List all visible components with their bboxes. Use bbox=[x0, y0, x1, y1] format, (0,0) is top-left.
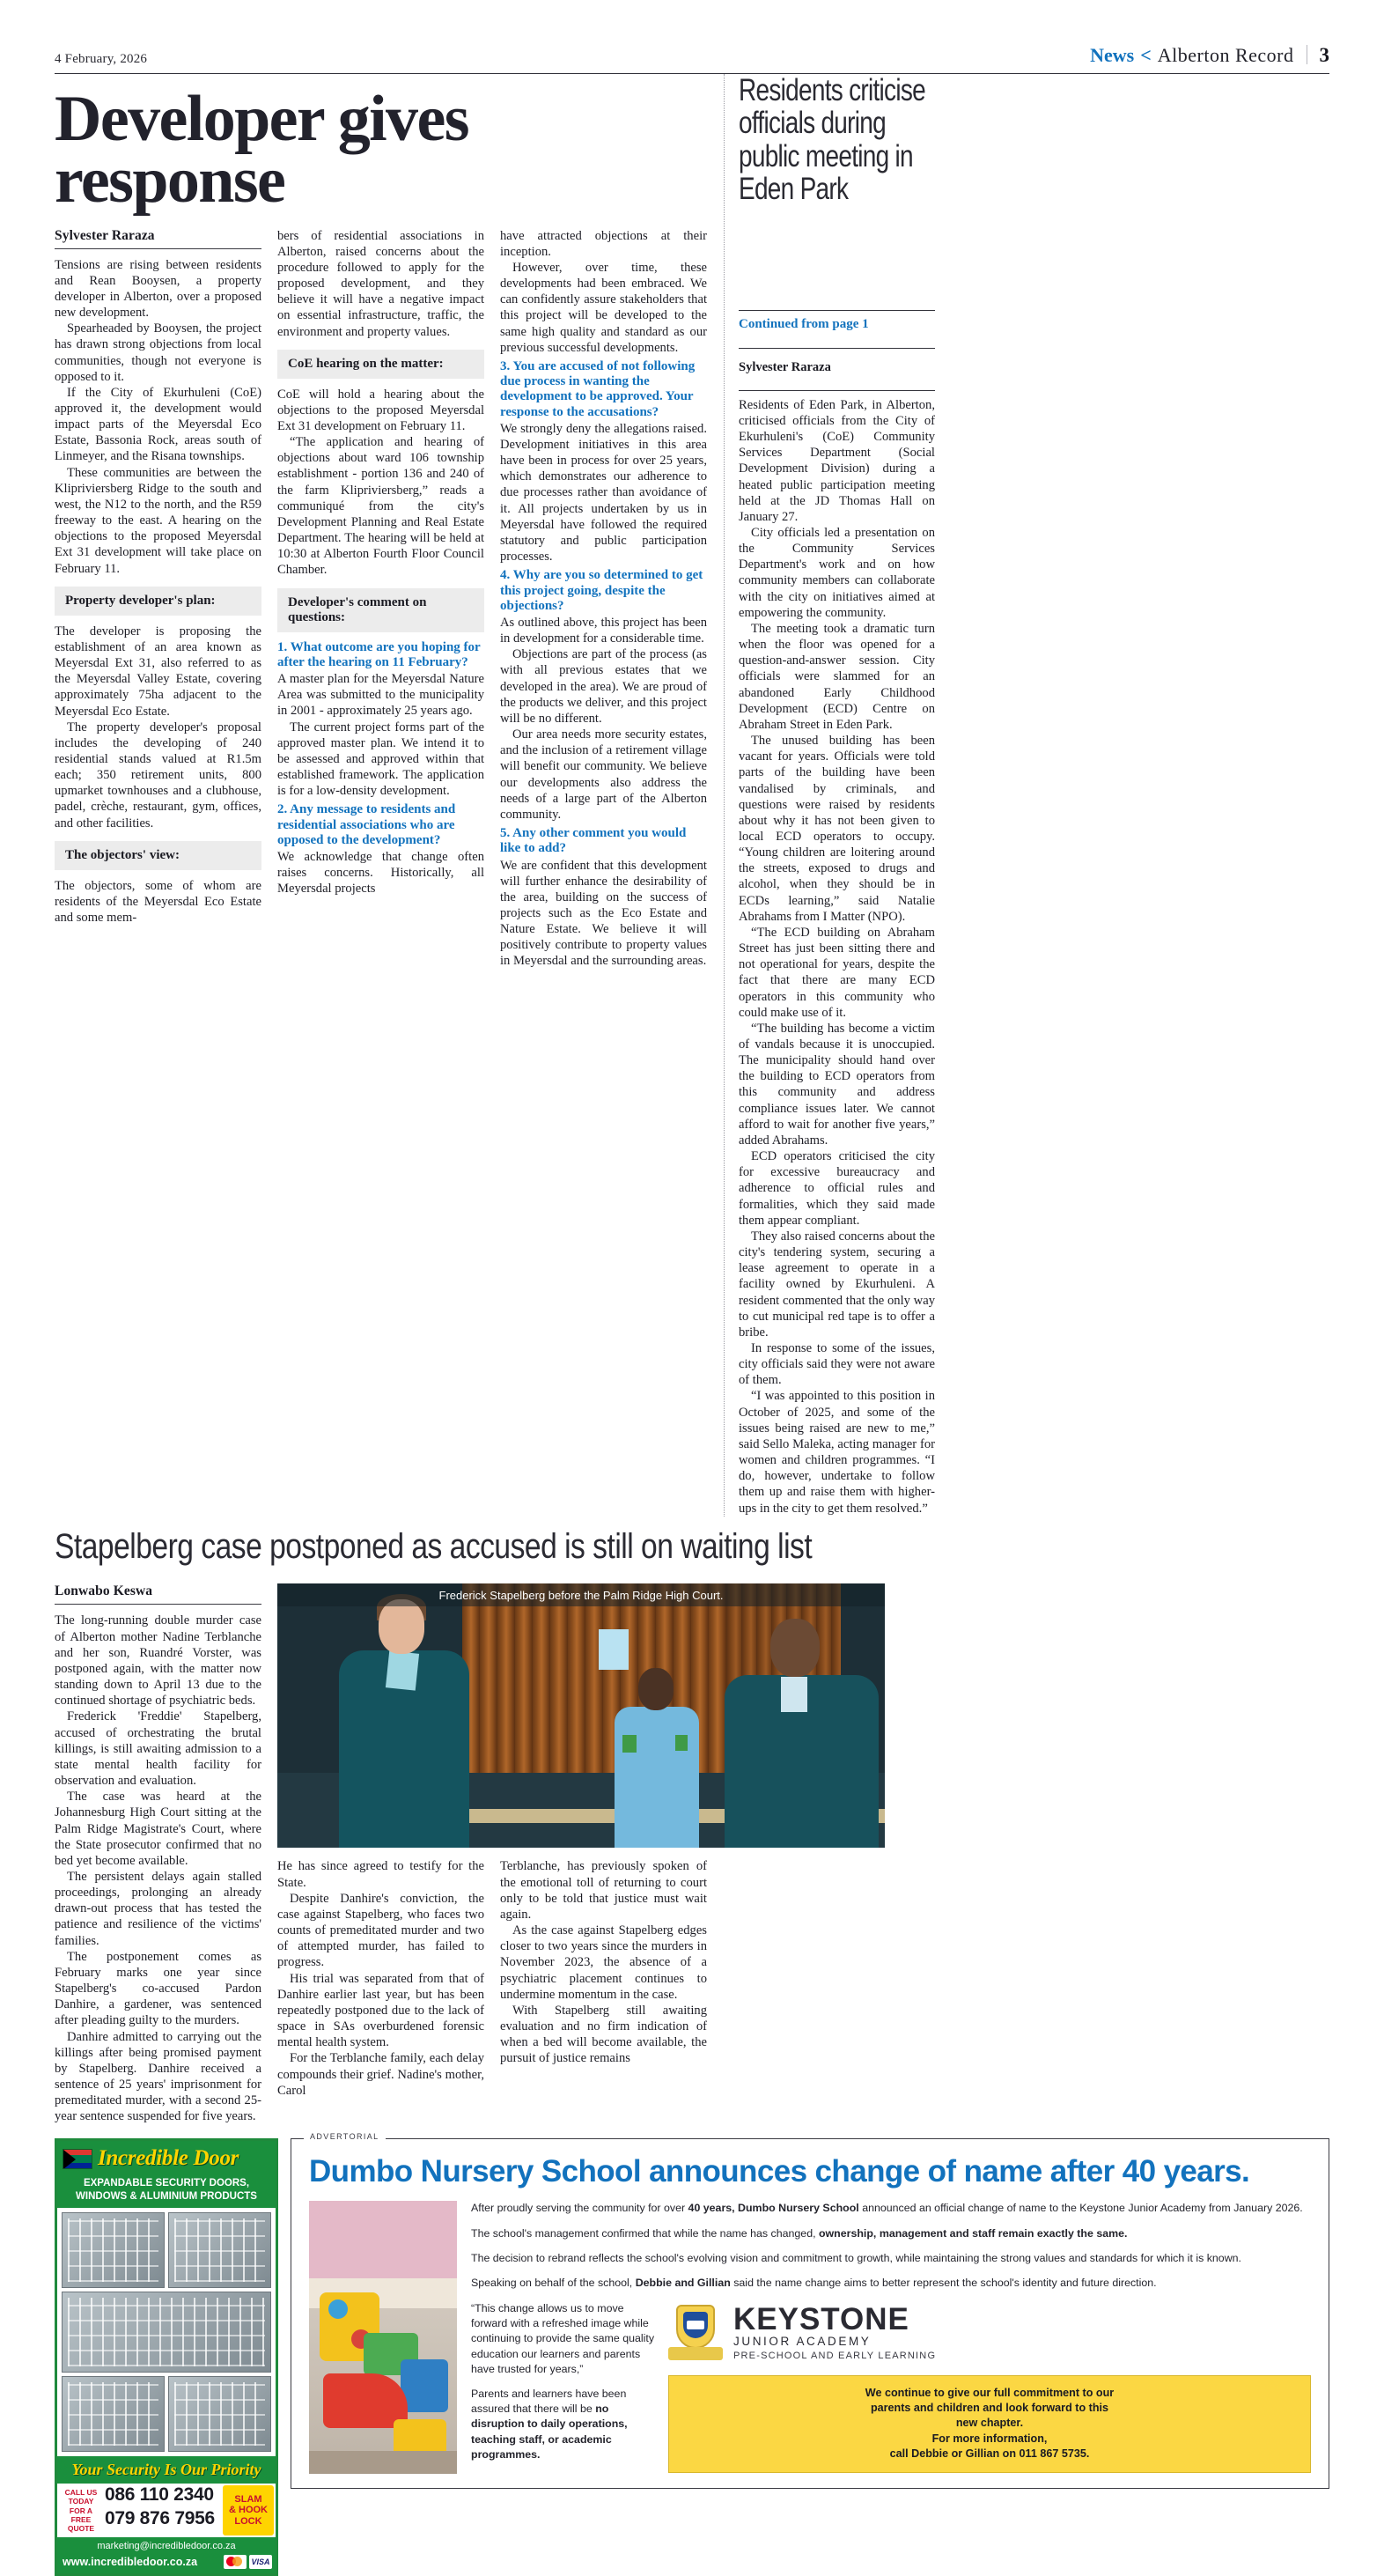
paragraph: If the City of Ekurhuleni (CoE) approved it, the development would impact parts of the Meyersdal Eco Estate, Bassonia Rock, areas south of Linmeyer, and the Risana townships. bbox=[55, 385, 261, 464]
mastercard-icon bbox=[224, 2555, 247, 2569]
paragraph: In response to some of the issues, city officials said they were not aware of them. bbox=[739, 1340, 935, 1388]
main-headline: Developer gives response bbox=[55, 83, 468, 218]
paragraph: We are confident that this development will further enhance the desirability of the area, building on the success of projects such as the Eco Estate and Nature Estate. We believe it will positively contribute to property values in Meyersdal and the surrounding areas. bbox=[500, 858, 707, 969]
sidebar-rule-bot bbox=[739, 390, 935, 391]
paragraph: Our area needs more security estates, and the inclusion of a retirement village will benefit our community. We believe our developments also address the needs of a large part of the Alberton community. bbox=[500, 727, 707, 822]
sidebar-rule-mid bbox=[739, 348, 935, 349]
advertorial-photo-wrap bbox=[309, 2201, 457, 2474]
cta-line-2: TODAY bbox=[68, 2497, 94, 2506]
adv-p4-b: Debbie and Gillian bbox=[635, 2277, 731, 2290]
stapelberg-article bbox=[55, 1526, 977, 2125]
cta-line-1: CALL US bbox=[64, 2488, 98, 2498]
door-contact-row bbox=[57, 2484, 276, 2537]
stapelberg-body bbox=[55, 1583, 977, 2124]
question-heading-1: 1. What outcome are you hoping for after the hearing on 11 February? bbox=[277, 639, 481, 669]
door-subtitle-line1: EXPANDABLE SECURITY DOORS, bbox=[83, 2178, 250, 2189]
sidebar-headline: Residents criticise officials during public meeting in Eden Park bbox=[739, 73, 925, 207]
yellow-line-2: parents and children and look forward to this bbox=[870, 2402, 1109, 2415]
question-heading-2: 2. Any message to residents and residential associations who are opposed to the development? bbox=[277, 802, 456, 847]
keystone-logo-row bbox=[668, 2301, 1311, 2365]
payment-icons bbox=[224, 2555, 272, 2569]
door-product-photo-2 bbox=[168, 2212, 271, 2288]
page-number: 3 bbox=[1319, 44, 1329, 66]
paragraph: A master plan for the Meyersdal Nature Area was submitted to the municipality in 2001 - approximately 25 years ago. bbox=[277, 672, 484, 719]
stapelberg-photo-and-columns bbox=[277, 1583, 885, 2124]
paragraph: As the case against Stapelberg edges closer to two years since the murders in November 2023, the absence of a psychiatric placement continues to undermine momentum in the case. bbox=[500, 1923, 707, 2002]
adv-p1-b: 40 years, Dumbo Nursery School bbox=[688, 2202, 859, 2215]
adv-p2-a: The school's management confirmed that while the name has changed, bbox=[471, 2226, 819, 2240]
advertorial-lower bbox=[471, 2301, 1311, 2473]
main-article-columns bbox=[55, 228, 708, 970]
paragraph: bers of residential associations in Alberton, raised concerns about the procedure followed to apply for the proposed development, and they believe it will have a negative impact on essential infrastructure, traffic, the environment and property values. bbox=[277, 228, 484, 339]
door-phone-2[interactable]: 079 876 7956 bbox=[105, 2508, 215, 2529]
paragraph: The persistent delays again stalled proceedings, prolonging an already drawn-out process that has tested the patience and resilience of the victims' families. bbox=[55, 1869, 261, 1948]
nursery-classroom-photo bbox=[309, 2201, 457, 2474]
stapelberg-byline: Lonwabo Keswa bbox=[55, 1583, 153, 1599]
paragraph: The case was heard at the Johannesburg High Court sitting at the Palm Ridge Magistrate's Court, where the State prosecutor confirmed that no bed yet become available. bbox=[55, 1790, 261, 1868]
door-phone-1[interactable]: 086 110 2340 bbox=[105, 2484, 214, 2506]
photo-person-accused-collar bbox=[386, 1651, 419, 1691]
main-col-3 bbox=[500, 228, 707, 970]
subheading-objectors-view: The objectors' view: bbox=[55, 841, 261, 870]
door-product-photo-3 bbox=[62, 2292, 271, 2373]
top-block bbox=[55, 74, 1329, 1517]
advertorial-quote-1: “This change allows us to move forward with a refreshed image while continuing to provide the same quality education our learners and parents have trusted for years,” bbox=[471, 2301, 655, 2376]
paragraph: “The ECD building on Abraham Street has just been sitting there and not operational for years, despite the fact that there are many ECD operators in this community who could make use of it. bbox=[739, 925, 935, 1020]
advertorial-headline: Dumbo Nursery School announces change of name after 40 years. bbox=[309, 2154, 1250, 2189]
photo-person-right-shirt bbox=[781, 1677, 807, 1712]
bottom-block bbox=[55, 2132, 1329, 2576]
paragraph: have attracted objections at their inception. bbox=[500, 228, 707, 259]
paragraph: Objections are part of the process (as with all previous estates that we developed in the area). We are proud of the products we deliver, and this project will be no different. bbox=[500, 647, 707, 726]
incredible-door-advert[interactable] bbox=[55, 2138, 278, 2576]
door-product-photo-1 bbox=[62, 2212, 165, 2288]
paragraph: “The building has become a victim of vandals because it is unoccupied. The municipality should hand over the building to ECD operators from this community and address compliance issues later. We cannot afford to wait for another five years,” added Abrahams. bbox=[739, 1021, 935, 1148]
advertorial-para-3: The decision to rebrand reflects the school's evolving vision and commitment to growth, while maintaining the strong values and standards for which it is known. bbox=[471, 2252, 1241, 2264]
keystone-name: KEYSTONE bbox=[733, 2301, 909, 2336]
paragraph: City officials led a presentation on the Community Services Department's work and on how community members can collaborate with the city on initiatives aimed at empowering the community. bbox=[739, 526, 935, 620]
advertorial-body bbox=[309, 2201, 1311, 2474]
paragraph: Tensions are rising between residents and Rean Booysen, a property developer in Alberton, over a proposed new development. bbox=[55, 257, 261, 321]
adv-p4-c: said the name change aims to better represent the school's identity and future direction. bbox=[730, 2277, 1157, 2290]
adv-p1-c: announced an official change of name to the Keystone Junior Academy from January 2026. bbox=[858, 2202, 1303, 2215]
door-product-photos bbox=[57, 2208, 276, 2456]
question-heading-3: 3. You are accused of not following due process in wanting the development to be approved. Your response to the accusations? bbox=[500, 358, 696, 419]
continued-from-label: Continued from page 1 bbox=[739, 316, 869, 331]
paragraph: Frederick 'Freddie' Stapelberg, accused of orchestrating the brutal killings, is still awaiting admission to a state mental health facility for observation and evaluation. bbox=[55, 1709, 261, 1789]
publication-name: Alberton Record bbox=[1157, 44, 1294, 66]
paragraph: Spearheaded by Booysen, the project has drawn strong objections from local communities, though not everyone is opposed to it. bbox=[55, 321, 261, 384]
advertorial-tag: ADVERTORIAL bbox=[304, 2132, 386, 2141]
door-ad-header bbox=[57, 2141, 276, 2175]
adv-p1-a: After proudly serving the community for over bbox=[471, 2202, 688, 2215]
door-lock-badge bbox=[223, 2485, 274, 2535]
paragraph: CoE will hold a hearing about the objections to the proposed Meyersdal Ext 31 development on February 11. bbox=[277, 387, 484, 433]
badge-line-2: & HOOK bbox=[229, 2505, 268, 2516]
paragraph: For the Terblanche family, each delay compounds their grief. Nadine's mother, Carol bbox=[277, 2051, 484, 2098]
door-website[interactable]: www.incredibledoor.co.za bbox=[63, 2556, 198, 2569]
advertorial-block bbox=[291, 2132, 1329, 2489]
yellow-line-5[interactable]: call Debbie or Gillian on 011 867 5735. bbox=[889, 2447, 1090, 2461]
paragraph: The developer is proposing the establishment of an area known as Meyersdal Ext 31, also referred to as the Meyersdal Valley Estate, covering approximately 75ha adjacent to the Meyersdal Eco Estate. bbox=[55, 624, 261, 719]
advertorial-para-2 bbox=[471, 2226, 1311, 2241]
paragraph: The objectors, some of whom are residents of the Meyersdal Eco Estate and some mem- bbox=[55, 878, 261, 926]
door-product-photo-4 bbox=[62, 2376, 165, 2452]
paragraph: The current project forms part of the approved master plan. We intend it to be assessed and approved within that established framework. The application is for a low-density development. bbox=[277, 720, 484, 799]
question-heading-5: 5. Any other comment you would like to add? bbox=[500, 826, 687, 856]
door-subtitle bbox=[57, 2175, 276, 2208]
sidebar-byline: Sylvester Raraza bbox=[739, 359, 831, 374]
paragraph: They also raised concerns about the city's tendering system, securing a lease agreement to operate in a facility owned by Ekurhuleni. A resident commented that the only way to cut municipal red tape is to offer a bribe. bbox=[739, 1229, 935, 1340]
yellow-line-1: We continue to give our full commitment to our bbox=[865, 2386, 1115, 2399]
masthead-section-line bbox=[1090, 42, 1329, 67]
adv-q2-b: no disruption to daily operations, teaching staff, or academic programmes. bbox=[471, 2402, 628, 2461]
advertorial-quote-col bbox=[471, 2301, 656, 2473]
caret-icon: < bbox=[1140, 44, 1152, 66]
badge-line-3: LOCK bbox=[234, 2516, 262, 2528]
paragraph: “The application and hearing of objections about ward 106 township establishment - portion 136 and 240 of the farm Klipriviersberg,” reads a communiqué from the city's Development Planning and Real Estate Department. The hearing will be held at 10:30 at Alberton Fourth Floor Council Chamber. bbox=[277, 435, 484, 578]
door-web-row bbox=[57, 2555, 276, 2573]
paragraph: He has since agreed to testify for the State. bbox=[277, 1859, 484, 1890]
paragraph: The postponement comes as February marks one year since Stapelberg's co-accused Pardon Danhire, a gardener, was sentenced after pleading guilty to the murders. bbox=[55, 1949, 261, 2028]
badge-line-1: SLAM bbox=[234, 2493, 262, 2505]
south-africa-flag-icon bbox=[63, 2149, 92, 2169]
photo-person-right-head bbox=[770, 1619, 820, 1677]
keystone-tagline: PRE-SCHOOL AND EARLY LEARNING bbox=[733, 2350, 937, 2361]
paragraph: However, over time, these developments had been embraced. We can confidently assure stakeholders that this project will be developed to the same high quality and standard as our previous successful developments. bbox=[500, 260, 707, 355]
yellow-line-3: new chapter. bbox=[955, 2417, 1024, 2430]
cta-line-3: FOR A FREE bbox=[69, 2506, 93, 2524]
stapelberg-col-1 bbox=[55, 1583, 261, 2124]
door-phone-numbers[interactable] bbox=[105, 2484, 221, 2537]
door-call-to-action bbox=[57, 2484, 105, 2537]
sidebar-rule-top bbox=[739, 310, 935, 311]
door-subtitle-line2: WINDOWS & ALUMINIUM PRODUCTS bbox=[76, 2190, 257, 2202]
sidebar-article bbox=[724, 74, 935, 1517]
photo-person-accused-head bbox=[379, 1599, 424, 1654]
door-brand-row bbox=[63, 2146, 270, 2171]
keystone-branding bbox=[668, 2301, 1311, 2473]
question-heading-4: 4. Why are you so determined to get this project going, despite the objections? bbox=[500, 568, 703, 613]
paragraph: “I was appointed to this position in October of 2025, and some of the issues being raised are new to me,” said Sello Maleka, acting manager for women and children programmes. “I do, however, undertake to follow them up and raise them with higher-ups in the city to get them resolved.” bbox=[739, 1389, 935, 1516]
paragraph: Danhire admitted to carrying out the killings after being promised payment by Stapelberg. Danhire received a sentence of 25 years' imprisonment for premeditated murder, with a second 25-year sentence suspended for five years. bbox=[55, 2029, 261, 2124]
issue-date: 4 February, 2026 bbox=[55, 52, 148, 66]
paragraph: With Stapelberg still awaiting evaluation and no firm indication of when a bed will become available, the pursuit of justice remains bbox=[500, 2003, 707, 2066]
paragraph: Terblanche, has previously spoken of the emotional toll of returning to court only to be told that justice must wait again. bbox=[500, 1859, 707, 1922]
adv-p2-b: ownership, management and staff remain exactly the same. bbox=[818, 2226, 1128, 2240]
byline-rule bbox=[55, 248, 261, 249]
paragraph: Residents of Eden Park, in Alberton, criticised officials from the City of Ekurhuleni's (CoE) Community Services Department (Social Development Division) during a heated public participation meeting held at the JD Thomas Hall on January 27. bbox=[739, 397, 935, 524]
advertorial-quote-2 bbox=[471, 2387, 656, 2463]
byline-rule bbox=[55, 1604, 261, 1605]
adv-q2-a: Parents and learners have been assured that there will be bbox=[471, 2387, 627, 2415]
paragraph: The unused building has been vacant for years. Officials were told parts of the building have been vandalised by criminals, and questions were raised by residents about why it has not been given to local ECD operators to occupy. “Young children are loitering around the streets, exposed to drugs and alcohol, when they should be in ECDs learning,” said Natalie Abrahams from I Matter (NPO). bbox=[739, 734, 935, 924]
stapelberg-headline: Stapelberg case postponed as accused is still on waiting list bbox=[55, 1526, 813, 1566]
door-product-photo-5 bbox=[168, 2376, 271, 2452]
door-brand-name: Incredible Door bbox=[98, 2146, 239, 2171]
advertorial-text bbox=[471, 2201, 1311, 2474]
adv-p4-a: Speaking on behalf of the school, bbox=[471, 2277, 636, 2290]
yellow-line-4: For more information, bbox=[931, 2432, 1048, 2445]
section-label: News bbox=[1090, 44, 1135, 66]
paragraph: ECD operators criticised the city for excessive bureaucracy and adherence to official rules and formalities, which they said made them appear compliant. bbox=[739, 1149, 935, 1228]
photo-paper-note bbox=[599, 1629, 629, 1670]
advertorial-para-4 bbox=[471, 2276, 1311, 2291]
stapelberg-col-3 bbox=[500, 1858, 707, 2098]
main-article bbox=[55, 74, 708, 1517]
photo-officer-badge-2 bbox=[675, 1735, 688, 1751]
keystone-commitment-box bbox=[668, 2375, 1311, 2473]
advertorial-para-1 bbox=[471, 2201, 1311, 2216]
main-col-2 bbox=[277, 228, 484, 970]
cta-line-4: QUOTE bbox=[67, 2523, 95, 2533]
main-byline: Sylvester Raraza bbox=[55, 227, 155, 243]
masthead bbox=[55, 0, 1329, 67]
photo-person-officer-body bbox=[615, 1707, 699, 1848]
paragraph: Despite Danhire's conviction, the case against Stapelberg, who faces two counts of premeditated murder and two of attempted murder, has failed to progress. bbox=[277, 1891, 484, 1970]
subheading-property-developers-plan: Property developer's plan: bbox=[55, 587, 261, 616]
subheading-coe-hearing: CoE hearing on the matter: bbox=[277, 350, 484, 379]
paragraph: His trial was separated from that of Danhire earlier last year, but has been repeatedly postponed due to the lack of space in SAs overburdened forensic mental health system. bbox=[277, 1971, 484, 2050]
keystone-subname: JUNIOR ACADEMY bbox=[733, 2334, 872, 2348]
door-slogan: Your Security Is Our Priority bbox=[57, 2456, 276, 2484]
paragraph: The property developer's proposal includes the developing of 240 residential stands valued at R1.5m each; 350 retirement units, 800 upmarket townhouses and a clubhouse, padel, crèche, restaurant, gym, offices, and other facilities. bbox=[55, 720, 261, 830]
main-col-1 bbox=[55, 228, 261, 970]
photo-caption: Frederick Stapelberg before the Palm Ridge High Court. bbox=[277, 1583, 885, 1606]
keystone-wordmark bbox=[733, 2301, 937, 2361]
door-email[interactable]: marketing@incredibledoor.co.za bbox=[57, 2537, 276, 2555]
paragraph: We strongly deny the allegations raised. Development initiatives in this area have been in process for over 25 years, which demonstrates our adherence to due processes rather than avoidance of it. All projects undertaken by us in Meyersdal have followed the required statutory and public participation processes. bbox=[500, 421, 707, 565]
photo-person-officer-head bbox=[638, 1668, 674, 1710]
visa-icon: VISA bbox=[249, 2555, 272, 2569]
paragraph: As outlined above, this project has been in development for a considerable time. bbox=[500, 616, 707, 646]
courtroom-photo bbox=[277, 1583, 885, 1848]
paragraph: These communities are between the Klipriviersberg Ridge to the south and west, the N12 to the north, and the R59 freeway to the east. A hearing on the objections to the proposed Meyersdal Ext 31 development will take place on February 11. bbox=[55, 465, 261, 576]
stapelberg-lower-columns bbox=[277, 1858, 885, 2098]
paragraph: The meeting took a dramatic turn when the floor was opened for a question-and-answer session. City officials were slammed for an abandoned Early Childhood Development (ECD) Centre on Abraham Street in Eden Park. bbox=[739, 621, 935, 732]
stapelberg-col-2 bbox=[277, 1858, 484, 2098]
paragraph: The long-running double murder case of Alberton mother Nadine Terblanche and her son, Ruandré Vorster, was postponed again, with the matter now standing down to April 13 due to the continued shortage of psychiatric beds. bbox=[55, 1613, 261, 1709]
paragraph: We acknowledge that change often raises concerns. Historically, all Meyersdal projects bbox=[277, 850, 484, 897]
keystone-crest-icon bbox=[668, 2301, 723, 2365]
subheading-developers-comment: Developer's comment on questions: bbox=[277, 588, 484, 632]
photo-officer-badge bbox=[622, 1735, 637, 1753]
